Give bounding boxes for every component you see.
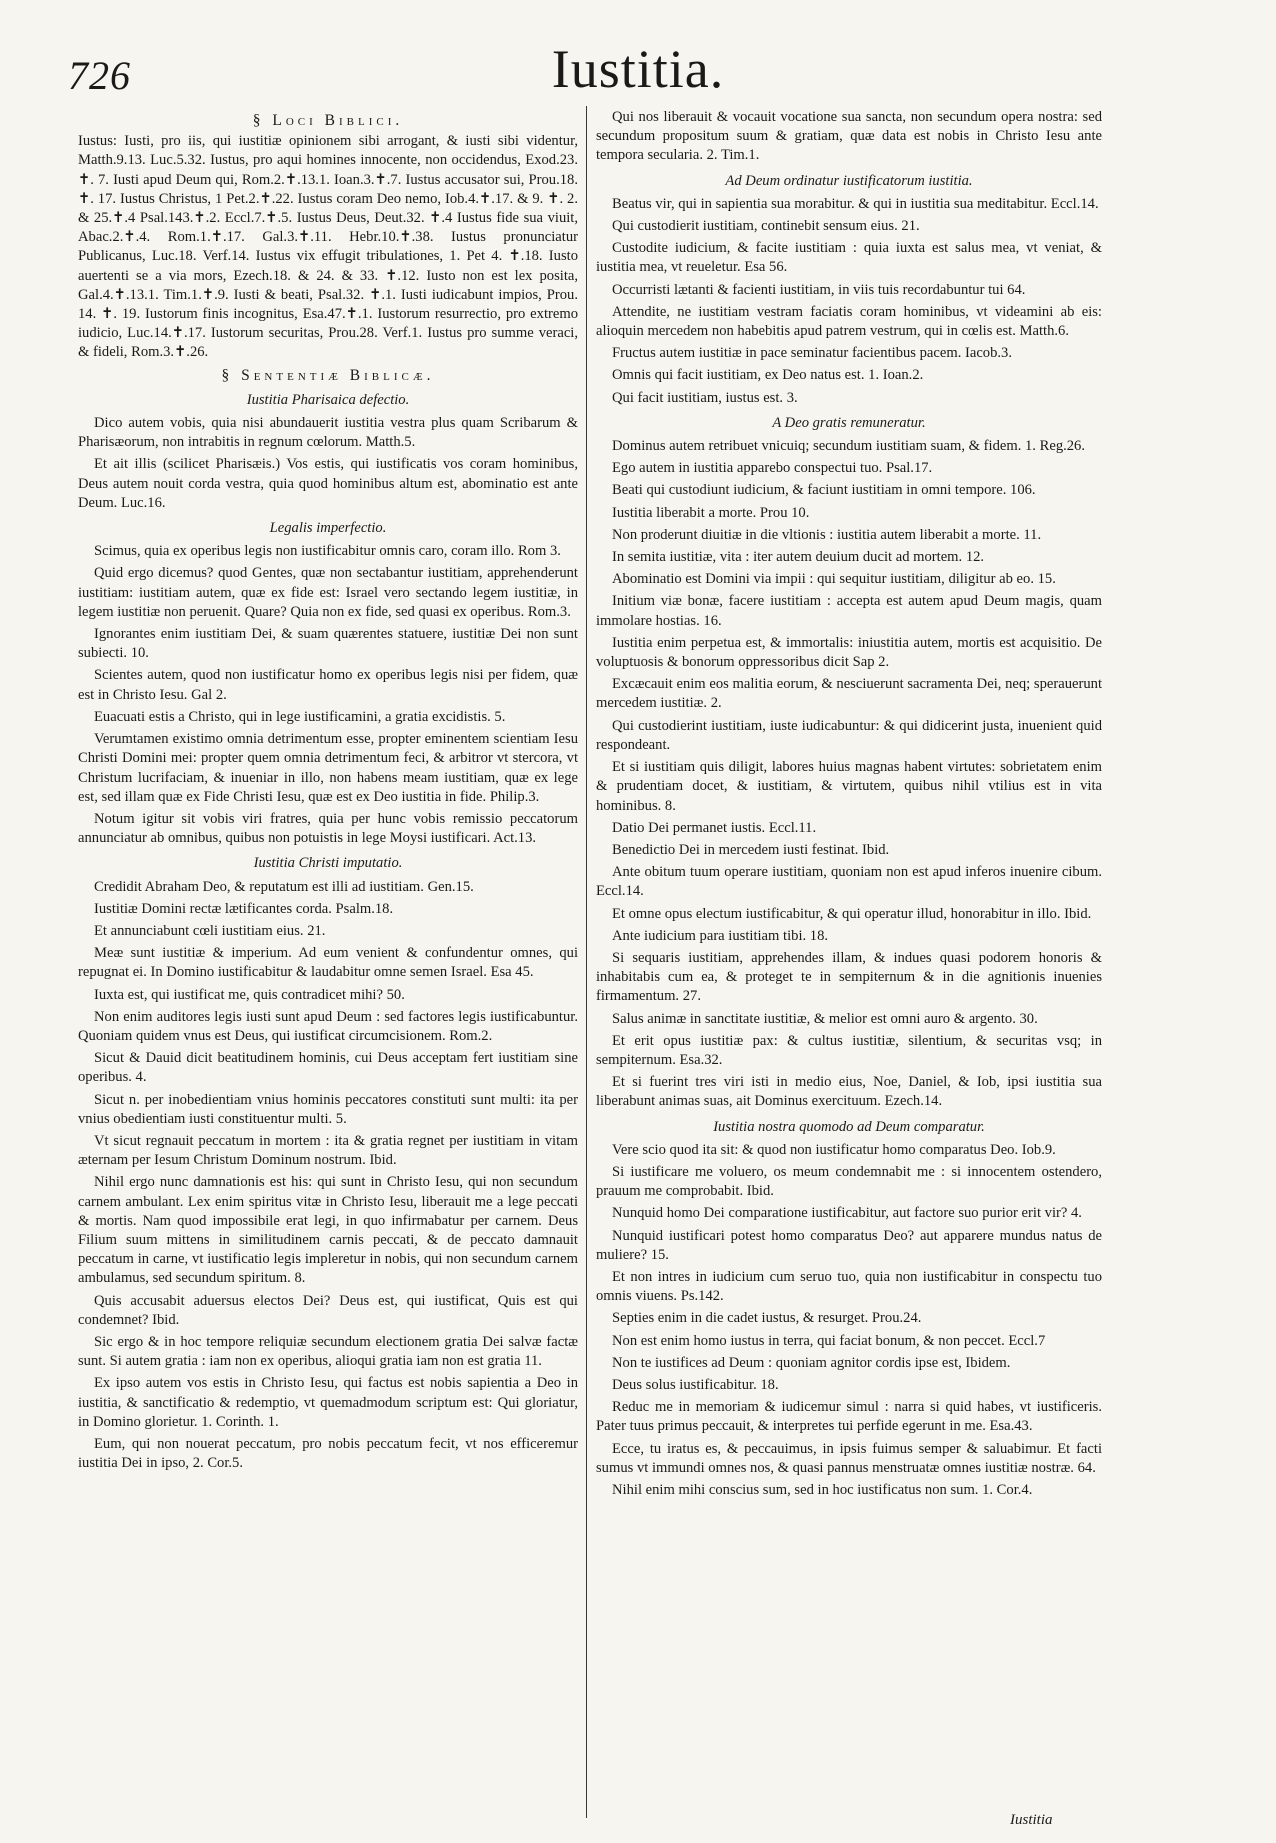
paragraph: Credidit Abraham Deo, & reputatum est illi ad iustitiam. Gen.15.	[94, 878, 474, 895]
paragraph: Excæcauit enim eos malitia eorum, & nesciuerunt sacramenta Dei, neq; sperauerunt mercedem iustitiæ. 2.	[596, 676, 1102, 712]
paragraph: Qui custodierit iustitiam, continebit sensum eius. 21.	[612, 218, 920, 235]
paragraph: Et erit opus iustitiæ pax: & cultus iustitiæ, silentium, & securitas vsq; in sempiternum. Esa.32.	[596, 1032, 1102, 1068]
paragraph: Et si fuerint tres viri isti in medio eius, Noe, Daniel, & Iob, ipsi iustitia sua liberabunt animas suas, ait Dominus exercituum. Ezech.14.	[596, 1074, 1102, 1110]
paragraph: Quis accusabit aduersus electos Dei? Deus est, qui iustificat, Quis est qui condemnet? Ibid.	[78, 1292, 578, 1328]
paragraph: Iustitia enim perpetua est, & immortalis: iniustitia autem, mortis est acquisitio. De voluptuosis & bonorum oppressoribus dicit Sap 2.	[596, 634, 1102, 671]
paragraph: Sicut n. per inobedientiam vnius hominis peccatores constituti sunt multi: ita per vnius obedientiam iusti constituentur multi. 5.	[78, 1091, 578, 1127]
loci-entry: Iustus: Iusti, pro iis, qui iustitiæ opinionem sibi arrogant, & iusti sibi videntur, Matth.9.13. Luc.5.32. Iustus, pro aqui homines innocente, non occidendus, Exod.23. ✝. 7. Iusti apud Deum qui, Rom.2.✝.13.1. Ioan.3.✝.7. Iustus accusator sui, Prou.18. ✝. 17. Iustus Christus, 1 Pet.2.✝.22. Iustus coram Deo nemo, Iob.4.✝.17. & 9. ✝. 2. & 25.✝.4 Psal.143.✝.2. Eccl.7.✝.5. Iustus Deus, Deut.32. ✝.4 Iustus fide sua viuit, Abac.2.✝.4. Rom.1.✝.17. Gal.3.✝.11. Hebr.10.✝.38. Iustus pronunciatur Publicanus, Luc.18. Verf.14. Iustus vix effugit tribulationes, 1. Pet 4. ✝.18. Iusto auertenti se a via mors, Ezech.18. & 24. & 33. ✝.12. Iusto non est lex posita, Gal.4.✝.13.1. Tim.1.✝.9. Iusti & beati, Psal.32. ✝.1. Iusti iudicabunt impios, Prou. 14. ✝. 19. Iustorum finis incognitus, Esa.47.✝.1. Iustorum resurrectio, pro extremo iudicio, Luc.14.✝.17. Iustorum securitas, Prou.28. Verf.1. Iustus pro summe veraci, & fideli, Rom.3.✝.26.	[78, 133, 578, 361]
paragraph: Qui facit iustitiam, iustus est. 3.	[612, 389, 798, 406]
paragraph: Non proderunt diuitiæ in die vltionis : iustitia autem liberabit a morte. 11.	[612, 526, 1042, 543]
loci-heading: § Loci Biblici.	[252, 112, 404, 129]
paragraph: Ignorantes enim iustitiam Dei, & suam quærentes statuere, iustitiæ Dei non sunt subiecti. 10.	[78, 626, 578, 662]
paragraph: Non est enim homo iustus in terra, qui faciat bonum, & non peccet. Eccl.7	[612, 1332, 1046, 1349]
paragraph: Abominatio est Domini via impii : qui sequitur iustitiam, diligitur ab eo. 15.	[612, 571, 1056, 588]
catchword: Iustitia	[1010, 1812, 1053, 1828]
subheading: Ad Deum ordinatur iustificatorum iustitia.	[725, 172, 973, 189]
paragraph: Qui nos liberauit & vocauit vocatione sua sancta, non secundum opera nostra: sed secundum propositum suum & gratiam, quæ data est nobis in Christo Iesu ante tempora secularia. 2. Tim.1.	[596, 109, 1102, 164]
right-column	[596, 108, 1102, 1808]
paragraph: Iuxta est, qui iustificat me, quis contradicet mihi? 50.	[94, 986, 405, 1003]
paragraph: Reduc me in memoriam & iudicemur simul : narra si quid habes, vt iustificeris. Pater tuus primus peccauit, & interpretes tui perfide egerunt in me. Esa.43.	[596, 1399, 1102, 1435]
paragraph: Nunquid homo Dei comparatione iustificabitur, aut factore suo purior erit vir? 4.	[612, 1205, 1082, 1222]
paragraph: Attendite, ne iustitiam vestram faciatis coram hominibus, vt videamini ab eis: alioquin mercedem non habebitis apud patrem vestrum, qui in cœlis est. Matth.6.	[596, 303, 1102, 340]
paragraph: Vt sicut regnauit peccatum in mortem : ita & gratia regnet per iustitiam in vitam æternam per Iesum Christum Dominum nostrum. Ibid.	[78, 1132, 578, 1169]
paragraph: Euacuati estis a Christo, qui in lege iustificamini, a gratia excidistis. 5.	[94, 708, 506, 725]
paragraph: Et omne opus electum iustificabitur, & qui operatur illud, honorabitur in illo. Ibid.	[612, 905, 1092, 922]
paragraph: Meæ sunt iustitiæ & imperium. Ad eum venient & confundentur omnes, qui repugnat ei. In Domino iustificabitur & laudabitur omne semen Israel. Esa 45.	[78, 945, 578, 981]
paragraph: Septies enim in die cadet iustus, & resurget. Prou.24.	[612, 1310, 922, 1327]
column-divider	[586, 106, 587, 1818]
sententiae-heading: § Sententiæ Biblicæ.	[221, 366, 435, 384]
paragraph: Beati qui custodiunt iudicium, & faciunt iustitiam in omni tempore. 106.	[612, 482, 1036, 499]
paragraph: Vere scio quod ita sit: & quod non iustificatur homo comparatus Deo. Iob.9.	[612, 1141, 1056, 1158]
paragraph: Non te iustifices ad Deum : quoniam agnitor cordis ipse est, Ibidem.	[612, 1354, 1011, 1371]
paragraph: Benedictio Dei in mercedem iusti festinat. Ibid.	[612, 841, 890, 858]
paragraph: Fructus autem iustitiæ in pace seminatur facientibus pacem. Iacob.3.	[612, 345, 1012, 362]
paragraph: Si iustificare me voluero, os meum condemnabit me : si innocentem ostendero, prauum me comprobabit. Ibid.	[596, 1163, 1102, 1200]
paragraph: Iustitia liberabit a morte. Prou 10.	[612, 504, 810, 521]
paragraph: Iustitiæ Domini rectæ lætificantes corda. Psalm.18.	[94, 900, 394, 917]
paragraph: Qui custodierint iustitiam, iuste iudicabuntur: & qui didicerint justa, inuenient quid respondeant.	[596, 717, 1102, 753]
running-head	[0, 0, 1276, 110]
paragraph: Omnis qui facit iustitiam, ex Deo natus est. 1. Ioan.2.	[612, 367, 924, 384]
paragraph: Non enim auditores legis iusti sunt apud Deum : sed factores legis iustificabuntur. Quoniam quidem vnus est Deus, qui iustificat circumcisionem. Rom.2.	[78, 1008, 578, 1044]
subheading: Iustitia nostra quomodo ad Deum comparatur.	[713, 1118, 985, 1135]
paragraph: Ante iudicium para iustitiam tibi. 18.	[612, 927, 829, 944]
paragraph: Ex ipso autem vos estis in Christo Iesu, qui factus est nobis sapientia a Deo in iustitia, & sanctificatio & redemptio, vt quemadmodum scriptum est: Qui gloriatur, in Domino glorietur. 1. Corinth. 1.	[78, 1375, 578, 1430]
paragraph: Dico autem vobis, quia nisi abundauerit iustitia vestra plus quam Scribarum & Pharisæorum, non intrabitis in regnum cœlorum. Matth.5.	[78, 415, 578, 451]
paragraph: Et ait illis (scilicet Pharisæis.) Vos estis, qui iustificatis vos coram hominibus, Deus autem nouit corda vestra, quia quod hominibus altum est, abominatio est ante Deum. Luc.16.	[78, 456, 578, 511]
paragraph: Nunquid iustificari potest homo comparatus Deo? aut apparere mundus natus de muliere? 15.	[596, 1227, 1102, 1263]
subheading: A Deo gratis remuneratur.	[772, 414, 926, 431]
paragraph: Verumtamen existimo omnia detrimentum esse, propter eminentem scientiam Iesu Christi Domini mei: propter quem omnia detrimentum feci, & arbitror vt stercora, vt Christum lucrifaciam, & inueniar in illo, non habens meam iustitiam, quæ ex lege est, sed illam quæ ex Fide Christi Iesu, quæ est ex Deo iustitia in fide. Philip.3.	[78, 731, 578, 805]
paragraph: Et annunciabunt cœli iustitiam eius. 21.	[94, 922, 326, 939]
paragraph: Ante obitum tuum operare iustitiam, quoniam non est apud inferos inuenire cibum. Eccl.14.	[596, 864, 1102, 900]
subheading: Iustitia Christi imputatio.	[253, 855, 403, 872]
paragraph: Salus animæ in sanctitate iustitiæ, & melior est omni auro & argento. 30.	[612, 1010, 1038, 1027]
paragraph: Nihil ergo nunc damnationis est his: qui sunt in Christo Iesu, qui non secundum carnem ambulant. Lex enim spiritus vitæ in Christo Iesu, liberauit me a lege peccati & mortis. Nam quod impossibile erat legi, in quo infirmabatur per carnem. Deus Filium suum mittens in similitudinem carnis peccati, & de peccato damnauit peccatum in carne, vt iustificatio legis impleretur in nobis, qui non secundum carnem ambulamus, sed secundum spiritum. 8.	[78, 1174, 578, 1287]
subheading: Legalis imperfectio.	[269, 520, 387, 537]
page-number: 726	[68, 53, 131, 98]
paragraph: Beatus vir, qui in sapientia sua morabitur. & qui in iustitia sua meditabitur. Eccl.14.	[612, 195, 1099, 212]
left-column	[78, 108, 578, 1808]
paragraph: Et si iustitiam quis diligit, labores huius magnas habent virtutes: sobrietatem enim & prudentiam docet, & iustitiam, & virtutem, quibus nihil vtilius est in vita hominibus. 8.	[596, 759, 1102, 814]
paragraph: Scientes autem, quod non iustificatur homo ex operibus legis nisi per fidem, quæ est in Christo Iesu. Gal 2.	[78, 667, 578, 703]
paragraph: Si sequaris iustitiam, apprehendes illam, & indues quasi podorem honoris & inhabitabis cum ea, & proteget te in sempiternum & in die agnitionis inuenies firmamentum. 27.	[596, 949, 1102, 1005]
paragraph: Sicut & Dauid dicit beatitudinem hominis, cui Deus acceptam fert iustitiam sine operibus. 4.	[78, 1050, 578, 1086]
subheading: Iustitia Pharisaica defectio.	[246, 391, 410, 408]
paragraph: Et non intres in iudicium cum seruo tuo, quia non iustificabitur in conspectu tuo omnis viuens. Ps.142.	[596, 1268, 1102, 1305]
paragraph: Sic ergo & in hoc tempore reliquiæ secundum electionem gratia Dei salvæ factæ sunt. Si autem gratia : iam non ex operibus, alioqui gratia iam non est gratia 11.	[78, 1333, 578, 1370]
paragraph: Occurristi lætanti & facienti iustitiam, in viis tuis recordabuntur tui 64.	[612, 281, 1026, 298]
paragraph: Custodite iudicium, & facite iustitiam : quia iuxta est salus mea, vt veniat, & iustitia mea, vt reueletur. Esa 56.	[596, 240, 1102, 276]
paragraph: Dominus autem retribuet vnicuiq; secundum iustitiam suam, & fidem. 1. Reg.26.	[612, 438, 1086, 455]
paragraph: Quid ergo dicemus? quod Gentes, quæ non sectabantur iustitiam, apprehenderunt iustitiam: iustitiam autem, quæ ex fide est: Israel vero sectando legem iustitiæ, in legem iustitiæ non peruenit. Quare? Quia non ex fide, sed quasi ex operibus. Rom.3.	[78, 565, 578, 620]
page-title: Iustitia.	[551, 39, 725, 99]
paragraph: Scimus, quia ex operibus legis non iustificabitur omnis caro, coram illo. Rom 3.	[94, 543, 561, 560]
paragraph: Eum, qui non nouerat peccatum, pro nobis peccatum fecit, vt nos efficeremur iustitia Dei in ipso, 2. Cor.5.	[78, 1436, 578, 1472]
paragraph: Ecce, tu iratus es, & peccauimus, in ipsis fuimus semper & saluabimur. Et facti sumus vt immundi omnes nos, & quasi pannus menstruatæ omnes iustitiæ nostræ. 64.	[596, 1440, 1102, 1476]
paragraph: Datio Dei permanet iustis. Eccl.11.	[612, 819, 817, 836]
paragraph: Notum igitur sit vobis viri fratres, quia per hunc vobis remissio peccatorum annunciatur ab omnibus, quibus non potuistis in lege Moysi iustificari. Act.13.	[78, 810, 578, 847]
paragraph: In semita iustitiæ, vita : iter autem deuium ducit ad mortem. 12.	[612, 549, 985, 566]
paragraph: Nihil enim mihi conscius sum, sed in hoc iustificatus non sum. 1. Cor.4.	[612, 1482, 1033, 1498]
paragraph: Initium viæ bonæ, facere iustitiam : accepta est autem apud Deum magis, quam immolare hostias. 16.	[596, 593, 1102, 629]
paragraph: Deus solus iustificabitur. 18.	[612, 1376, 779, 1393]
paragraph: Ego autem in iustitia apparebo conspectui tuo. Psal.17.	[612, 460, 933, 477]
